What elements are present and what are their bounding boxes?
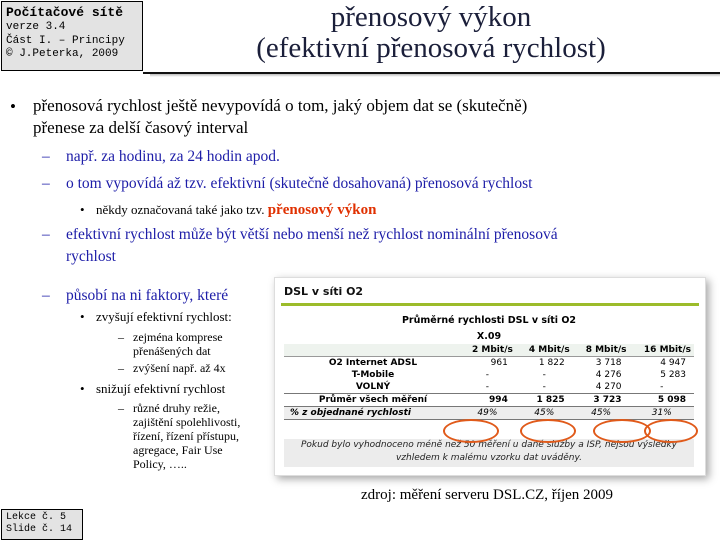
course-info-box [1,1,143,71]
part-label: Část I. – Principy [6,34,125,47]
course-title: Počítačové sítě [6,5,124,20]
dsl-speed-table [284,312,694,420]
factor-item-continued: přenášených dat [133,344,211,358]
table-cell: 45% [516,407,573,420]
row-label: O2 Internet ADSL [328,358,418,368]
table-header-empty [284,344,459,357]
percent-row [284,407,694,420]
dsl-speed-figure [274,277,706,476]
table-cell: 45% [573,407,630,420]
table-cell: - [542,370,546,380]
average-row [284,394,694,407]
table-caption-date: X.09 [476,330,502,342]
factor-item: různé druhy režie, [133,401,220,415]
factor-increase: zvyšují efektivní rychlost: [96,309,232,324]
highlighted-term: přenosový výkon [267,202,377,218]
table-header-row [284,344,694,357]
column-header: 8 Mbit/s [573,344,630,357]
dash-icon: – [118,330,124,344]
bullet-dot-icon: • [80,381,85,396]
table-cell: 1 825 [516,394,573,407]
table-cell: 1 822 [538,358,565,368]
table-cell: 31% [630,407,694,420]
factor-decrease: snižují efektivní rychlost [96,381,226,396]
table-row [284,381,694,394]
dash-item-text: o tom vypovídá až tzv. efektivní (skutečně dosahovaná) přenosová rychlost [66,175,533,192]
table-cell: 4 276 [595,370,622,380]
bullet-dot-icon: • [80,309,85,324]
row-label: Průměr všech měření [284,394,459,407]
row-label: T-Mobile [351,370,395,380]
table-cell: 3 723 [573,394,630,407]
figure-heading: DSL v síti O2 [284,285,364,298]
lecture-number: Lekce č. 5 [6,512,67,523]
bullet-dot-icon: • [80,202,85,217]
column-header: 2 Mbit/s [459,344,516,357]
table-note-line: Pokud bylo vyhodnoceno méně než 50 měření u dané služby a ISP, nejsou výsledky [300,440,678,450]
factor-item: zvýšení např. až 4x [133,361,226,375]
dash-item-text: efektivní rychlost může být větší nebo menší než rychlost nominální přenosová [66,226,558,243]
highlight-ring [443,419,499,443]
factor-item-continued: řízení, řízení přístupu, [133,429,239,443]
dash-icon: – [118,361,124,375]
table-cell: 3 718 [595,358,622,368]
dash-icon: – [42,148,50,165]
dash-icon: – [42,287,50,304]
factor-item: zejména komprese [133,330,223,344]
factor-item-continued: Policy, ….. [133,457,187,471]
table-note-line: vzhledem k malému vzorku dat uváděny. [395,453,583,463]
highlight-ring [593,419,651,443]
sub-bullet-text-part: někdy označovaná také jako tzv. [96,202,265,217]
table-row [284,357,694,370]
figure-heading-underline [281,303,699,306]
table-note [284,439,694,467]
dash-item-text-continued: rychlost [66,248,116,265]
table-caption: Průměrné rychlosti DSL v síti O2 [401,314,577,326]
table-cell: 5 098 [630,394,694,407]
table-cell: - [660,382,664,392]
dash-icon: – [42,175,50,192]
table-row [284,369,694,381]
sub-bullet-text [96,202,376,219]
bullet-text: přenosová rychlost ještě nevypovídá o tom, jaký objem dat se (skutečně) [33,96,528,115]
copyright-label: © J.Peterka, 2009 [6,48,119,60]
slide-title-line1: přenosový výkon [330,1,532,33]
version-label: verze 3.4 [6,21,66,33]
highlight-ring [520,419,576,443]
column-header: 4 Mbit/s [516,344,573,357]
dash-icon: – [118,401,124,415]
title-divider-shadow [150,74,720,77]
bullet-text-continued: přenese za delší časový interval [33,118,249,137]
slide-footer-box [1,509,83,540]
table-cell: - [485,370,490,380]
dash-icon: – [42,226,50,243]
slide-title [144,2,718,72]
table-cell: 5 283 [660,370,686,380]
table-cell: 994 [459,394,516,407]
row-label: VOLNÝ [355,382,391,392]
row-label: % z objednané rychlosti [284,407,459,420]
highlight-ring [644,419,698,443]
table-cell: - [542,382,546,392]
factor-item-continued: zajištění spolehlivosti, [133,415,241,429]
bullet-dot-icon: • [10,97,16,116]
slide-number: Slide č. 14 [6,524,73,535]
column-header: 16 Mbit/s [630,344,694,357]
source-note: zdroj: měření serveru DSL.CZ, říjen 2009 [361,487,614,503]
table-cell: 961 [490,358,508,368]
table-cell: 49% [459,407,516,420]
factor-item-continued: agregace, Fair Use [133,443,223,457]
dash-item-text: např. za hodinu, za 24 hodin apod. [66,148,280,165]
table-cell: 4 270 [595,382,622,392]
dash-item-text: působí na ni faktory, které [66,287,229,304]
table-cell: - [485,382,490,392]
table-cell: 4 947 [660,358,686,368]
slide-title-line2: (efektivní přenosová rychlost) [256,32,606,64]
